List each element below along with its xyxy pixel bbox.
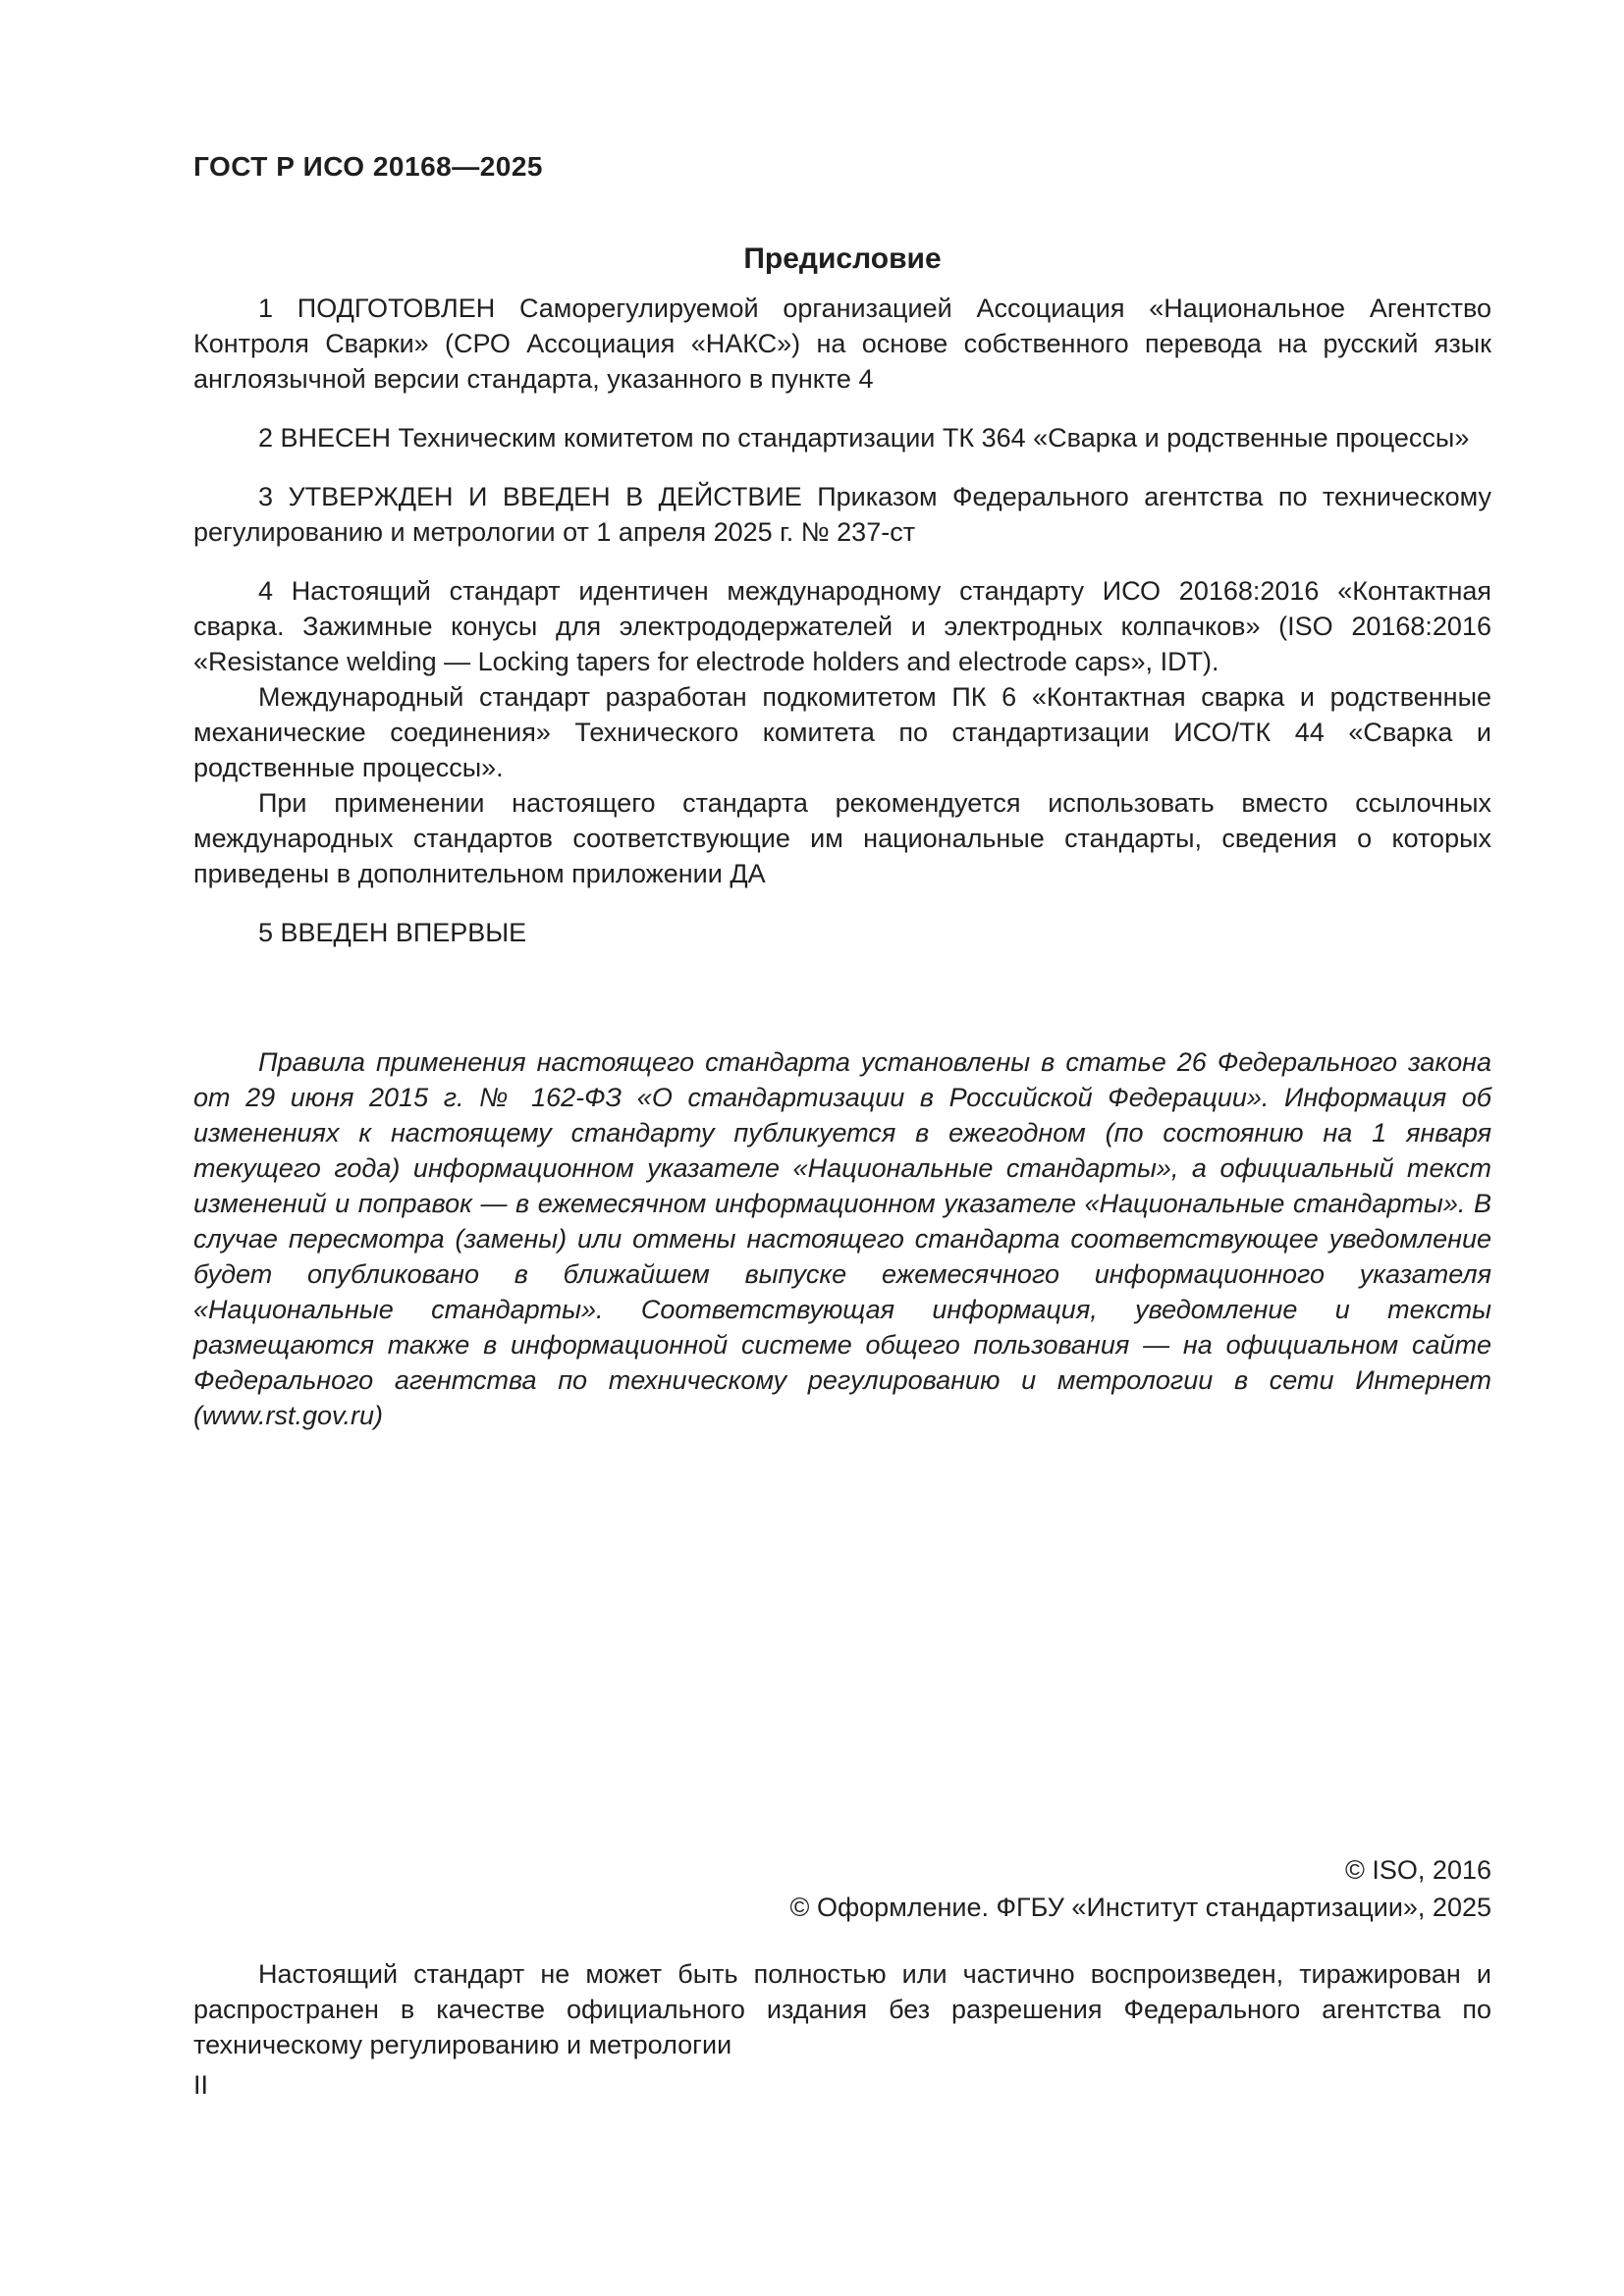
copyright-iso-line: © ISO, 2016 [1345,1855,1491,1885]
foreword-item-4-subcommittee: Международный стандарт разработан подкомитетом ПК 6 «Контактная сварка и родственные механические соединения» Технического комитета по стандартизации ИСО/ТК 44 «Сварка и родственные процессы». [193,682,1491,782]
doc-designation: ГОСТ Р ИСО 20168—2025 [193,151,544,182]
foreword-item-4-identical: 4 Настоящий стандарт идентичен международному стандарту ИСО 20168:2016 «Контактная сварка. Зажимные конусы для электрододержателей и электродных колпачков» (ISO 20168:2016 «Resistance welding — Locking tapers for electrode holders and electrode caps», IDT). [193,576,1491,676]
reproduction-restriction-note: Настоящий стандарт не может быть полностью или частично воспроизведен, тиражирован и распространен в качестве официального издания без разрешения Федерального агентства по техническому регулированию и метрологии [193,1959,1491,2059]
foreword-section [193,291,1491,950]
foreword-item-2-submitted: 2 ВНЕСЕН Техническим комитетом по стандартизации ТК 364 «Сварка и родственные процессы» [258,423,1470,453]
page-number: II [193,2070,209,2100]
foreword-item-1-prepared: 1 ПОДГОТОВЛЕН Саморегулируемой организацией Ассоциация «Национальное Агентство Контроля Сварки» (СРО Ассоциация «НАКС») на основе собственного перевода на русский язык англоязычной версии стандарта, указанного в пункте 4 [193,294,1491,394]
copyright-block [193,1851,1491,1926]
copyright-publisher-line: © Оформление. ФГБУ «Институт стандартизации», 2025 [789,1893,1491,1922]
legal-application-notice: Правила применения настоящего стандарта установлены в статье 26 Федерального закона от 29 июня 2015 г. № 162-ФЗ «О стандартизации в Российской Федерации». Информация об изменениях к настоящему стандарту публикуется в ежегодном (по состоянию на 1 января текущего года) информационном указателе «Национальные стандарты», а официальный текст изменений и поправок — в ежемесячном информационном указателе «Национальные стандарты». В случае пересмотра (замены) или отмены настоящего стандарта соответствующее уведомление будет опубликовано в ближайшем выпуске ежемесячного информационного указателя «Национальные стандарты». Соответствующая информация, уведомление и тексты размещаются также в информационной системе общего пользования — на официальном сайте Федерального агентства по техническому регулированию и метрологии в сети Интернет (www.rst.gov.ru) [193,1047,1491,1430]
foreword-item-5-first-introduced: 5 ВВЕДЕН ВПЕРВЫЕ [258,918,527,947]
page-title: Предисловие [743,242,942,275]
foreword-item-3-approved: 3 УТВЕРЖДЕН И ВВЕДЕН В ДЕЙСТВИЕ Приказом Федерального агентства по техническому регулированию и метрологии от 1 апреля 2025 г. № 237-ст [193,482,1491,547]
foreword-item-4-national-standards: При применении настоящего стандарта рекомендуется использовать вместо ссылочных международных стандартов соответствующие им национальные стандарты, сведения о которых приведены в дополнительном приложении ДА [193,788,1491,888]
